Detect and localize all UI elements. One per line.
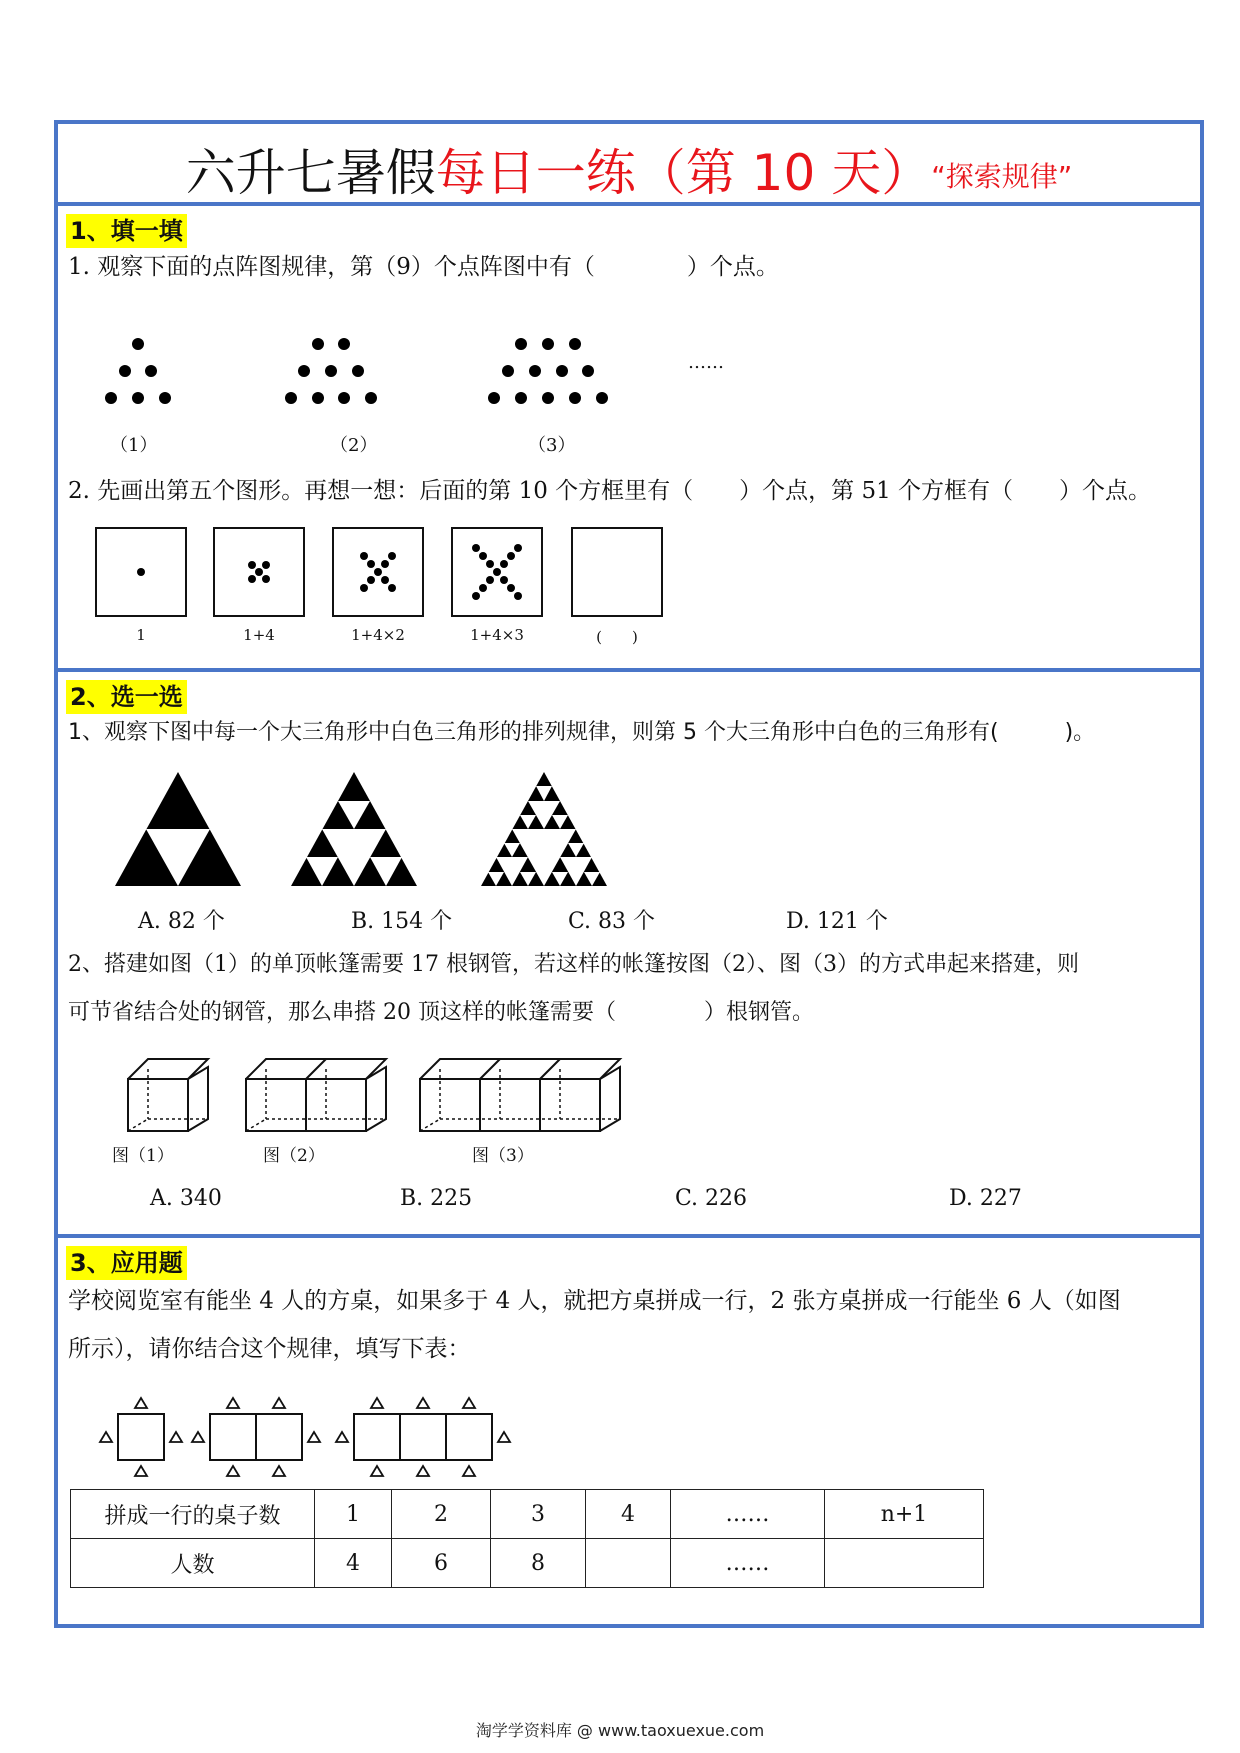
table-cell: n+1 xyxy=(825,1490,984,1539)
section1-heading: 1、填一填 xyxy=(66,214,187,248)
box-label-3: 1+4×2 xyxy=(351,626,405,644)
s1-q1-label-1: （1） xyxy=(110,435,158,456)
s2-q2-option-b: B. 225 xyxy=(400,1186,473,1211)
s2-q2-text-line2: 可节省结合处的钢管，那么串搭 20 顶这样的帐篷需要（ ）根钢管。 xyxy=(68,1000,814,1025)
row-header: 拼成一行的桌子数 xyxy=(71,1490,315,1539)
table-cell: 4 xyxy=(315,1539,392,1588)
s2-q2-option-c: C. 226 xyxy=(675,1186,748,1211)
footer-watermark: 淘学学资料库 @ www.taoxuexue.com xyxy=(475,1721,765,1740)
table-cell: …… xyxy=(671,1490,825,1539)
worksheet-frame xyxy=(54,120,1204,1628)
table-cell: 1 xyxy=(315,1490,392,1539)
tent-label-2: 图（2） xyxy=(263,1146,325,1166)
s2-q2-text-line1: 2、搭建如图（1）的单顶帐篷需要 17 根钢管，若这样的帐篷按图（2）、图（3）的方式串起来搭建，则 xyxy=(68,952,1079,977)
s1-q1-ellipsis: …… xyxy=(688,352,724,373)
s2-q1-option-c: C. 83 个 xyxy=(568,909,656,934)
tent-label-3: 图（3） xyxy=(472,1146,534,1166)
s1-q1-label-3: （3） xyxy=(528,435,576,456)
s1-q2-text: 2. 先画出第五个图形。再想一想：后面的第 10 个方框里有（ ）个点，第 51 个方框有（ ）个点。 xyxy=(68,478,1152,504)
table-cell: …… xyxy=(671,1539,825,1588)
table-cell: 2 xyxy=(392,1490,491,1539)
s2-q2-option-d: D. 227 xyxy=(949,1186,1022,1211)
seating-table xyxy=(70,1489,984,1588)
s2-q1-option-d: D. 121 个 xyxy=(786,909,888,934)
table-cell xyxy=(825,1539,984,1588)
table-row xyxy=(71,1490,984,1539)
s1-q1-label-2: （2） xyxy=(330,435,378,456)
s3-text-line1: 学校阅览室有能坐 4 人的方桌，如果多于 4 人，就把方桌拼成一行，2 张方桌拼成一行能坐 6 人（如图 xyxy=(68,1288,1121,1314)
table-cell: 6 xyxy=(392,1539,491,1588)
box-label-5: ( ) xyxy=(596,628,638,646)
table-cell: 3 xyxy=(491,1490,586,1539)
box-label-1: 1 xyxy=(136,626,146,644)
page-title: 六升七暑假每日一练（第 10 天）“探索规律” xyxy=(185,144,1073,202)
table-cell: 4 xyxy=(586,1490,671,1539)
table-seating-diagram xyxy=(58,124,1208,1524)
s3-text-line2: 所示），请你结合这个规律，填写下表： xyxy=(68,1336,471,1362)
s2-q1-option-b: B. 154 个 xyxy=(351,909,453,934)
tent-label-1: 图（1） xyxy=(112,1146,174,1166)
table-cell: 8 xyxy=(491,1539,586,1588)
s1-q1-text: 1. 观察下面的点阵图规律，第（9）个点阵图中有（ ）个点。 xyxy=(68,254,779,280)
box-label-2: 1+4 xyxy=(243,626,275,644)
section2-heading: 2、选一选 xyxy=(66,680,187,714)
box-label-4: 1+4×3 xyxy=(470,626,524,644)
table-cell xyxy=(586,1539,671,1588)
s2-q1-text: 1、观察下图中每一个大三角形中白色三角形的排列规律，则第 5 个大三角形中白色的三角形有( )。 xyxy=(68,720,1096,745)
section3-heading: 3、应用题 xyxy=(66,1246,187,1280)
table-row xyxy=(71,1539,984,1588)
row-header: 人数 xyxy=(71,1539,315,1588)
s2-q2-option-a: A. 340 xyxy=(150,1186,222,1211)
s2-q1-option-a: A. 82 个 xyxy=(138,909,225,934)
